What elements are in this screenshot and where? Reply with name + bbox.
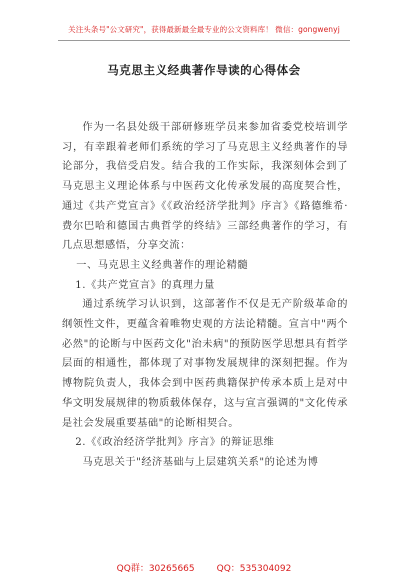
body-paragraph: 马克思关于"经济基础与上层建筑关系"的论述为博 xyxy=(82,456,319,468)
header-divider xyxy=(58,40,350,41)
subsection-heading: 1.《共产党宣言》的真理力量 xyxy=(75,279,215,291)
document-title: 马克思主义经典著作导读的心得体会 xyxy=(107,63,301,77)
qq-group-number: QQ群：30265665 xyxy=(116,564,195,574)
document-body xyxy=(62,118,348,473)
section-heading: 一、马克思主义经典著作的理论精髓 xyxy=(76,259,249,271)
subsection-heading: 2.《《政治经济学批判》序言》的辩证思维 xyxy=(75,437,275,449)
header-banner: 关注头条号"公文研究"，获得最新最全最专业的公文资料库！ 微信：gongwenyj xyxy=(68,25,340,34)
qq-number: QQ：535304092 xyxy=(216,564,292,574)
footer-contact xyxy=(0,561,408,574)
intro-paragraph: 作为一名县处级干部研修班学员来参加省委党校培训学习，有幸跟着老师们系统的学习了马克思主义经典著作的导论部分，我倍受启发。结合我的工作实际，我深刻体会到了马克思主义理论体系与中医药文化传承发展的高度契合性，通过《共产党宣言》《《政治经济学批判》序言》《路德维希·费尔巴哈和德国古典哲学的终结》三部经典著作的学习，有几点思想感悟，分享交流： xyxy=(62,122,348,252)
body-paragraph: 通过系统学习认识到，这部著作不仅是无产阶级革命的纲领性文件，更蕴含着唯物史观的方法论精髓。宣言中"两个必然"的论断与中医药文化"治未病"的预防医学思想具有哲学层面的相通性，都体现了对事物发展规律的深刻把握。作为博物院负责人，我体会到中医药典籍保护传承本质上是对中华文明发展规律的物质载体保存，这与宣言强调的"文化传承是社会发展重要基础"的论断相契合。 xyxy=(62,299,348,429)
